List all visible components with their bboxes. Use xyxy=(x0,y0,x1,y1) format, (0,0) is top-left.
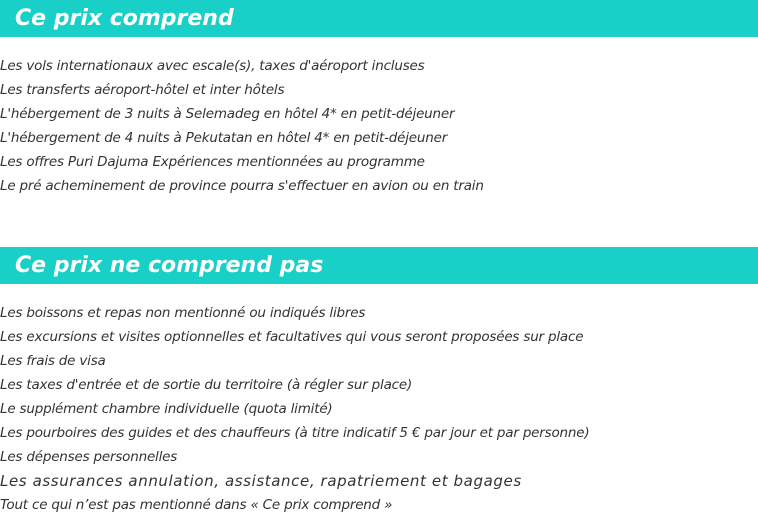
list-item: L'hébergement de 3 nuits à Selemadeg en hôtel 4* en petit-déjeuner xyxy=(0,106,455,122)
list-item: Les vols internationaux avec escale(s), taxes d'aéroport incluses xyxy=(0,58,425,74)
list-item: Les excursions et visites optionnelles et facultatives qui vous seront proposées sur place xyxy=(0,329,584,345)
list-item: Les taxes d'entrée et de sortie du territoire (à régler sur place) xyxy=(0,377,413,393)
list-item: Le pré acheminement de province pourra s'effectuer en avion ou en train xyxy=(0,178,484,194)
list-item: Les pourboires des guides et des chauffeurs (à titre indicatif 5 € par jour et par personne) xyxy=(0,425,590,441)
list-item: Tout ce qui n’est pas mentionné dans « Ce prix comprend » xyxy=(0,497,393,513)
included-list xyxy=(0,54,484,198)
list-item: Les boissons et repas non mentionné ou indiqués libres xyxy=(0,305,366,321)
included-section-title: Ce prix comprend xyxy=(0,0,758,37)
list-item: L'hébergement de 4 nuits à Pekutatan en hôtel 4* en petit-déjeuner xyxy=(0,130,448,146)
list-item: Le supplément chambre individuelle (quota limité) xyxy=(0,401,333,417)
excluded-section-title: Ce prix ne comprend pas xyxy=(0,247,758,284)
excluded-list xyxy=(0,301,589,517)
list-item: Les transferts aéroport-hôtel et inter hôtels xyxy=(0,82,285,98)
list-item: Les offres Puri Dajuma Expériences mentionnées au programme xyxy=(0,154,425,170)
list-item: Les frais de visa xyxy=(0,353,106,369)
list-item: Les dépenses personnelles xyxy=(0,449,178,465)
list-item: Les assurances annulation, assistance, rapatriement et bagages xyxy=(0,472,522,490)
